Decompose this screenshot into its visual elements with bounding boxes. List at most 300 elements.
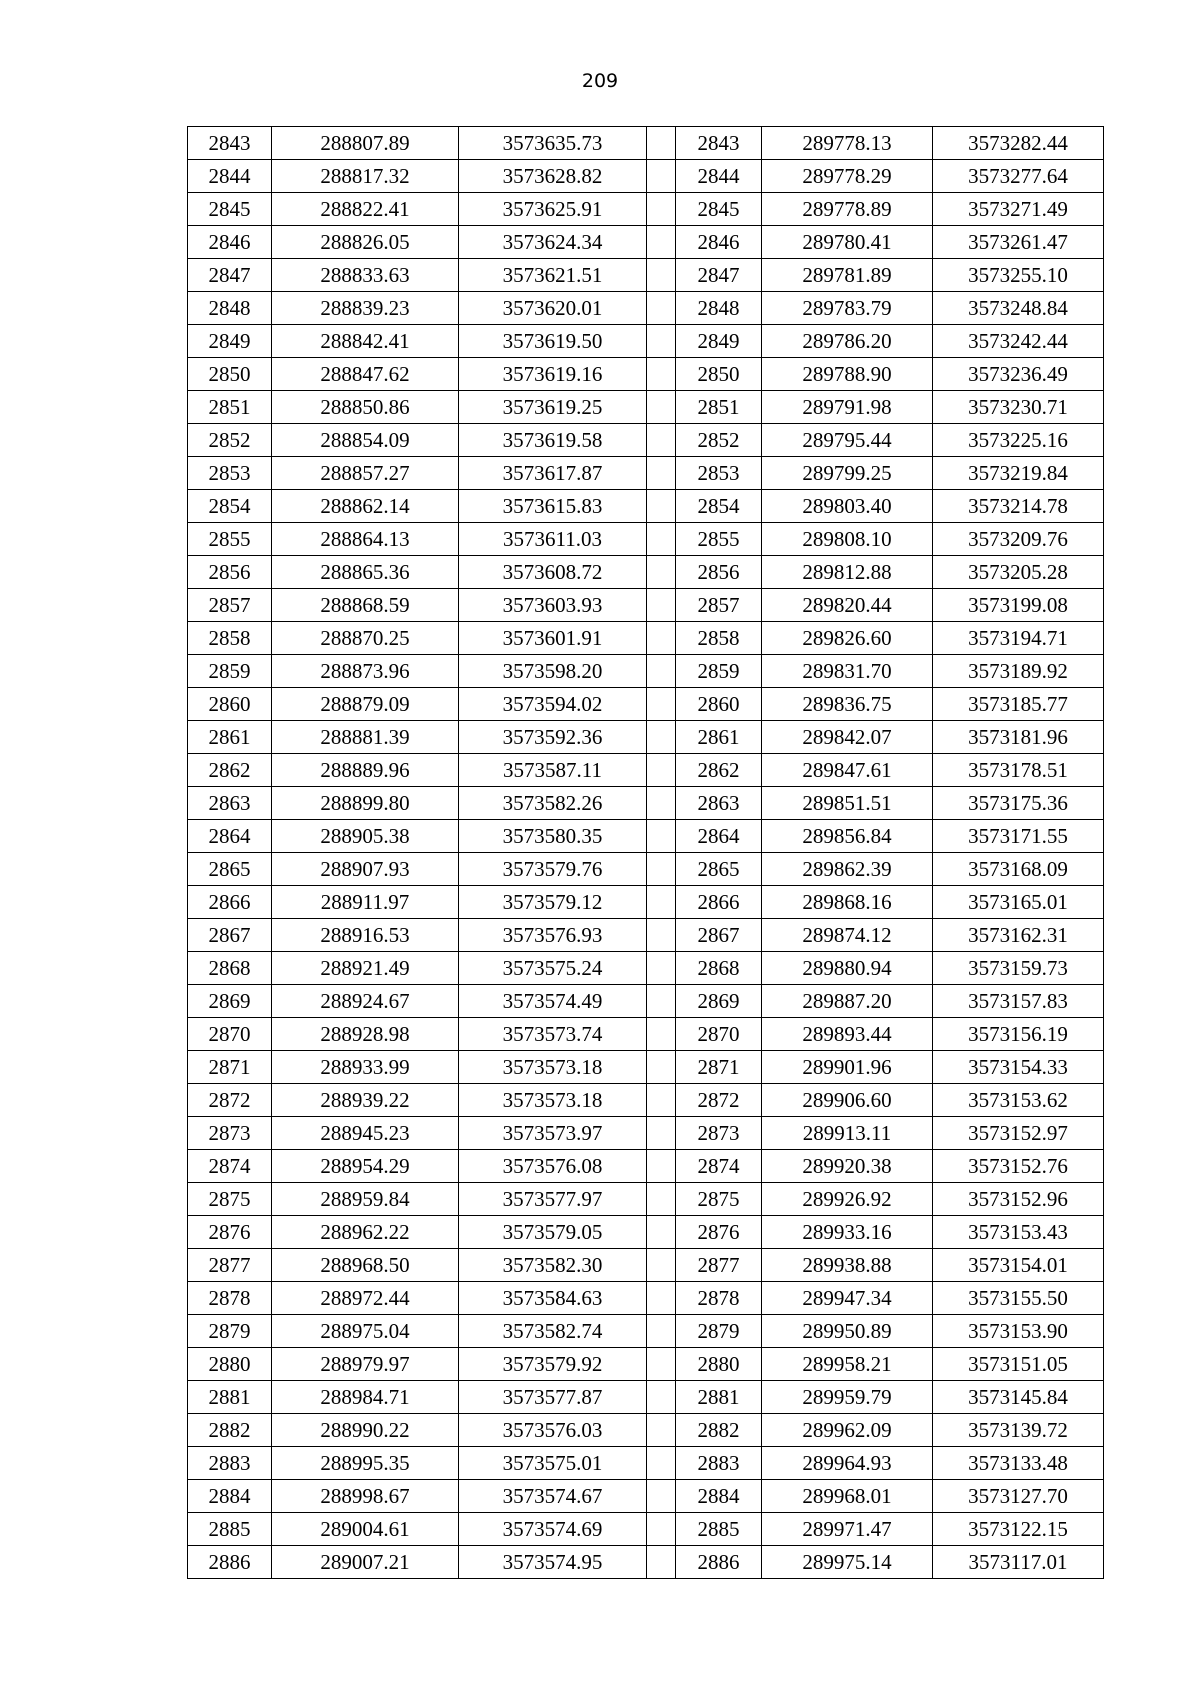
y-left-cell: 3573579.92 — [459, 1348, 647, 1381]
y-left-cell: 3573574.69 — [459, 1513, 647, 1546]
table-row — [188, 1249, 1104, 1282]
table-row — [188, 193, 1104, 226]
y-right-cell: 3573277.64 — [933, 160, 1104, 193]
y-right-cell: 3573271.49 — [933, 193, 1104, 226]
separator-cell — [647, 1282, 676, 1315]
x-right-cell: 289842.07 — [762, 721, 933, 754]
y-right-cell: 3573162.31 — [933, 919, 1104, 952]
y-left-cell: 3573582.74 — [459, 1315, 647, 1348]
point-id-left-cell: 2852 — [188, 424, 272, 457]
point-id-right-cell: 2865 — [676, 853, 762, 886]
point-id-left-cell: 2876 — [188, 1216, 272, 1249]
x-left-cell: 288921.49 — [272, 952, 459, 985]
y-left-cell: 3573575.01 — [459, 1447, 647, 1480]
x-left-cell: 288842.41 — [272, 325, 459, 358]
y-left-cell: 3573619.25 — [459, 391, 647, 424]
point-id-left-cell: 2863 — [188, 787, 272, 820]
x-left-cell: 288959.84 — [272, 1183, 459, 1216]
x-right-cell: 289959.79 — [762, 1381, 933, 1414]
x-right-cell: 289799.25 — [762, 457, 933, 490]
y-left-cell: 3573617.87 — [459, 457, 647, 490]
x-right-cell: 289826.60 — [762, 622, 933, 655]
table-row — [188, 820, 1104, 853]
separator-cell — [647, 1381, 676, 1414]
separator-cell — [647, 292, 676, 325]
y-left-cell: 3573592.36 — [459, 721, 647, 754]
table-row — [188, 358, 1104, 391]
y-left-cell: 3573635.73 — [459, 127, 647, 160]
y-right-cell: 3573175.36 — [933, 787, 1104, 820]
table-row — [188, 919, 1104, 952]
y-left-cell: 3573574.95 — [459, 1546, 647, 1579]
separator-cell — [647, 820, 676, 853]
y-left-cell: 3573579.76 — [459, 853, 647, 886]
y-left-cell: 3573576.03 — [459, 1414, 647, 1447]
y-left-cell: 3573611.03 — [459, 523, 647, 556]
table-row — [188, 1282, 1104, 1315]
table-row — [188, 523, 1104, 556]
point-id-right-cell: 2880 — [676, 1348, 762, 1381]
x-right-cell: 289971.47 — [762, 1513, 933, 1546]
page-number: 209 — [581, 70, 619, 92]
y-right-cell: 3573255.10 — [933, 259, 1104, 292]
separator-cell — [647, 1084, 676, 1117]
table-row — [188, 226, 1104, 259]
table-row — [188, 754, 1104, 787]
y-left-cell: 3573574.49 — [459, 985, 647, 1018]
table-row — [188, 688, 1104, 721]
point-id-right-cell: 2850 — [676, 358, 762, 391]
y-left-cell: 3573573.97 — [459, 1117, 647, 1150]
x-left-cell: 288847.62 — [272, 358, 459, 391]
table-row — [188, 985, 1104, 1018]
y-left-cell: 3573579.05 — [459, 1216, 647, 1249]
x-right-cell: 289868.16 — [762, 886, 933, 919]
separator-cell — [647, 1183, 676, 1216]
x-right-cell: 289856.84 — [762, 820, 933, 853]
x-right-cell: 289795.44 — [762, 424, 933, 457]
y-left-cell: 3573619.50 — [459, 325, 647, 358]
table-row — [188, 589, 1104, 622]
point-id-left-cell: 2882 — [188, 1414, 272, 1447]
table-row — [188, 952, 1104, 985]
y-left-cell: 3573621.51 — [459, 259, 647, 292]
y-left-cell: 3573601.91 — [459, 622, 647, 655]
point-id-left-cell: 2883 — [188, 1447, 272, 1480]
x-left-cell: 288907.93 — [272, 853, 459, 886]
coordinates-table — [187, 126, 1104, 1579]
x-right-cell: 289938.88 — [762, 1249, 933, 1282]
y-right-cell: 3573168.09 — [933, 853, 1104, 886]
y-right-cell: 3573152.76 — [933, 1150, 1104, 1183]
x-right-cell: 289836.75 — [762, 688, 933, 721]
x-right-cell: 289947.34 — [762, 1282, 933, 1315]
separator-cell — [647, 985, 676, 1018]
y-right-cell: 3573185.77 — [933, 688, 1104, 721]
point-id-left-cell: 2860 — [188, 688, 272, 721]
point-id-right-cell: 2884 — [676, 1480, 762, 1513]
separator-cell — [647, 391, 676, 424]
x-left-cell: 288862.14 — [272, 490, 459, 523]
y-left-cell: 3573584.63 — [459, 1282, 647, 1315]
point-id-left-cell: 2869 — [188, 985, 272, 1018]
x-left-cell: 288826.05 — [272, 226, 459, 259]
y-left-cell: 3573577.97 — [459, 1183, 647, 1216]
y-right-cell: 3573153.43 — [933, 1216, 1104, 1249]
separator-cell — [647, 1150, 676, 1183]
table-row — [188, 721, 1104, 754]
point-id-left-cell: 2851 — [188, 391, 272, 424]
point-id-right-cell: 2875 — [676, 1183, 762, 1216]
point-id-right-cell: 2849 — [676, 325, 762, 358]
separator-cell — [647, 556, 676, 589]
table-row — [188, 424, 1104, 457]
y-left-cell: 3573624.34 — [459, 226, 647, 259]
x-left-cell: 288990.22 — [272, 1414, 459, 1447]
point-id-left-cell: 2859 — [188, 655, 272, 688]
x-left-cell: 288889.96 — [272, 754, 459, 787]
separator-cell — [647, 688, 676, 721]
x-left-cell: 288822.41 — [272, 193, 459, 226]
point-id-left-cell: 2868 — [188, 952, 272, 985]
y-left-cell: 3573576.93 — [459, 919, 647, 952]
point-id-right-cell: 2871 — [676, 1051, 762, 1084]
y-left-cell: 3573573.18 — [459, 1084, 647, 1117]
y-right-cell: 3573159.73 — [933, 952, 1104, 985]
x-left-cell: 288879.09 — [272, 688, 459, 721]
x-left-cell: 288975.04 — [272, 1315, 459, 1348]
separator-cell — [647, 1447, 676, 1480]
x-left-cell: 288839.23 — [272, 292, 459, 325]
x-right-cell: 289880.94 — [762, 952, 933, 985]
table-row — [188, 127, 1104, 160]
separator-cell — [647, 1348, 676, 1381]
x-right-cell: 289920.38 — [762, 1150, 933, 1183]
x-left-cell: 288962.22 — [272, 1216, 459, 1249]
y-left-cell: 3573598.20 — [459, 655, 647, 688]
y-left-cell: 3573573.18 — [459, 1051, 647, 1084]
separator-cell — [647, 1117, 676, 1150]
x-left-cell: 288865.36 — [272, 556, 459, 589]
table-row — [188, 1381, 1104, 1414]
point-id-right-cell: 2879 — [676, 1315, 762, 1348]
table-row — [188, 1414, 1104, 1447]
y-right-cell: 3573236.49 — [933, 358, 1104, 391]
x-left-cell: 288968.50 — [272, 1249, 459, 1282]
y-right-cell: 3573151.05 — [933, 1348, 1104, 1381]
table-row — [188, 1117, 1104, 1150]
y-right-cell: 3573282.44 — [933, 127, 1104, 160]
y-left-cell: 3573587.11 — [459, 754, 647, 787]
table-row — [188, 787, 1104, 820]
point-id-left-cell: 2846 — [188, 226, 272, 259]
y-right-cell: 3573122.15 — [933, 1513, 1104, 1546]
point-id-right-cell: 2870 — [676, 1018, 762, 1051]
separator-cell — [647, 160, 676, 193]
point-id-right-cell: 2857 — [676, 589, 762, 622]
point-id-right-cell: 2869 — [676, 985, 762, 1018]
x-left-cell: 288924.67 — [272, 985, 459, 1018]
x-right-cell: 289862.39 — [762, 853, 933, 886]
y-right-cell: 3573152.97 — [933, 1117, 1104, 1150]
x-right-cell: 289887.20 — [762, 985, 933, 1018]
separator-cell — [647, 358, 676, 391]
x-left-cell: 288954.29 — [272, 1150, 459, 1183]
separator-cell — [647, 424, 676, 457]
x-right-cell: 289786.20 — [762, 325, 933, 358]
table-row — [188, 457, 1104, 490]
y-left-cell: 3573582.26 — [459, 787, 647, 820]
separator-cell — [647, 226, 676, 259]
separator-cell — [647, 1315, 676, 1348]
table-row — [188, 259, 1104, 292]
table-row — [188, 1480, 1104, 1513]
x-right-cell: 289906.60 — [762, 1084, 933, 1117]
point-id-right-cell: 2854 — [676, 490, 762, 523]
table-row — [188, 1216, 1104, 1249]
x-left-cell: 288979.97 — [272, 1348, 459, 1381]
x-right-cell: 289778.29 — [762, 160, 933, 193]
y-right-cell: 3573214.78 — [933, 490, 1104, 523]
point-id-left-cell: 2880 — [188, 1348, 272, 1381]
y-right-cell: 3573139.72 — [933, 1414, 1104, 1447]
x-left-cell: 288857.27 — [272, 457, 459, 490]
x-left-cell: 288870.25 — [272, 622, 459, 655]
x-right-cell: 289781.89 — [762, 259, 933, 292]
separator-cell — [647, 853, 676, 886]
y-left-cell: 3573628.82 — [459, 160, 647, 193]
point-id-left-cell: 2878 — [188, 1282, 272, 1315]
y-right-cell: 3573156.19 — [933, 1018, 1104, 1051]
y-right-cell: 3573117.01 — [933, 1546, 1104, 1579]
x-right-cell: 289831.70 — [762, 655, 933, 688]
point-id-left-cell: 2849 — [188, 325, 272, 358]
point-id-right-cell: 2882 — [676, 1414, 762, 1447]
x-left-cell: 288905.38 — [272, 820, 459, 853]
x-left-cell: 288995.35 — [272, 1447, 459, 1480]
x-left-cell: 288817.32 — [272, 160, 459, 193]
table-row — [188, 1447, 1104, 1480]
x-right-cell: 289788.90 — [762, 358, 933, 391]
x-right-cell: 289901.96 — [762, 1051, 933, 1084]
point-id-right-cell: 2859 — [676, 655, 762, 688]
point-id-right-cell: 2881 — [676, 1381, 762, 1414]
y-left-cell: 3573582.30 — [459, 1249, 647, 1282]
point-id-right-cell: 2847 — [676, 259, 762, 292]
x-right-cell: 289874.12 — [762, 919, 933, 952]
point-id-right-cell: 2856 — [676, 556, 762, 589]
point-id-left-cell: 2866 — [188, 886, 272, 919]
x-right-cell: 289964.93 — [762, 1447, 933, 1480]
point-id-right-cell: 2846 — [676, 226, 762, 259]
x-left-cell: 288972.44 — [272, 1282, 459, 1315]
y-right-cell: 3573209.76 — [933, 523, 1104, 556]
point-id-left-cell: 2885 — [188, 1513, 272, 1546]
y-left-cell: 3573603.93 — [459, 589, 647, 622]
y-right-cell: 3573127.70 — [933, 1480, 1104, 1513]
point-id-right-cell: 2873 — [676, 1117, 762, 1150]
x-left-cell: 288945.23 — [272, 1117, 459, 1150]
x-right-cell: 289926.92 — [762, 1183, 933, 1216]
x-left-cell: 288868.59 — [272, 589, 459, 622]
separator-cell — [647, 1249, 676, 1282]
y-right-cell: 3573242.44 — [933, 325, 1104, 358]
x-left-cell: 288928.98 — [272, 1018, 459, 1051]
x-right-cell: 289791.98 — [762, 391, 933, 424]
x-right-cell: 289962.09 — [762, 1414, 933, 1447]
separator-cell — [647, 787, 676, 820]
table-row — [188, 292, 1104, 325]
x-left-cell: 288833.63 — [272, 259, 459, 292]
separator-cell — [647, 523, 676, 556]
x-left-cell: 288899.80 — [272, 787, 459, 820]
x-right-cell: 289778.13 — [762, 127, 933, 160]
point-id-left-cell: 2862 — [188, 754, 272, 787]
point-id-left-cell: 2867 — [188, 919, 272, 952]
x-right-cell: 289933.16 — [762, 1216, 933, 1249]
point-id-left-cell: 2886 — [188, 1546, 272, 1579]
y-left-cell: 3573594.02 — [459, 688, 647, 721]
point-id-left-cell: 2845 — [188, 193, 272, 226]
y-left-cell: 3573625.91 — [459, 193, 647, 226]
separator-cell — [647, 1480, 676, 1513]
y-right-cell: 3573153.90 — [933, 1315, 1104, 1348]
y-right-cell: 3573178.51 — [933, 754, 1104, 787]
point-id-right-cell: 2876 — [676, 1216, 762, 1249]
y-right-cell: 3573205.28 — [933, 556, 1104, 589]
x-left-cell: 288998.67 — [272, 1480, 459, 1513]
separator-cell — [647, 490, 676, 523]
point-id-left-cell: 2850 — [188, 358, 272, 391]
point-id-right-cell: 2877 — [676, 1249, 762, 1282]
point-id-right-cell: 2851 — [676, 391, 762, 424]
table-row — [188, 1315, 1104, 1348]
point-id-right-cell: 2864 — [676, 820, 762, 853]
y-left-cell: 3573620.01 — [459, 292, 647, 325]
y-right-cell: 3573225.16 — [933, 424, 1104, 457]
x-right-cell: 289847.61 — [762, 754, 933, 787]
point-id-left-cell: 2872 — [188, 1084, 272, 1117]
point-id-right-cell: 2848 — [676, 292, 762, 325]
x-left-cell: 288939.22 — [272, 1084, 459, 1117]
y-right-cell: 3573145.84 — [933, 1381, 1104, 1414]
x-left-cell: 288933.99 — [272, 1051, 459, 1084]
separator-cell — [647, 457, 676, 490]
x-left-cell: 289007.21 — [272, 1546, 459, 1579]
x-right-cell: 289803.40 — [762, 490, 933, 523]
y-right-cell: 3573152.96 — [933, 1183, 1104, 1216]
point-id-left-cell: 2871 — [188, 1051, 272, 1084]
point-id-right-cell: 2878 — [676, 1282, 762, 1315]
separator-cell — [647, 721, 676, 754]
point-id-left-cell: 2853 — [188, 457, 272, 490]
point-id-left-cell: 2847 — [188, 259, 272, 292]
point-id-left-cell: 2870 — [188, 1018, 272, 1051]
separator-cell — [647, 754, 676, 787]
y-left-cell: 3573615.83 — [459, 490, 647, 523]
y-right-cell: 3573219.84 — [933, 457, 1104, 490]
point-id-right-cell: 2852 — [676, 424, 762, 457]
y-right-cell: 3573165.01 — [933, 886, 1104, 919]
point-id-right-cell: 2867 — [676, 919, 762, 952]
x-right-cell: 289820.44 — [762, 589, 933, 622]
point-id-left-cell: 2865 — [188, 853, 272, 886]
point-id-left-cell: 2861 — [188, 721, 272, 754]
x-right-cell: 289812.88 — [762, 556, 933, 589]
x-left-cell: 288807.89 — [272, 127, 459, 160]
y-right-cell: 3573133.48 — [933, 1447, 1104, 1480]
x-left-cell: 288850.86 — [272, 391, 459, 424]
separator-cell — [647, 1051, 676, 1084]
x-left-cell: 288854.09 — [272, 424, 459, 457]
point-id-right-cell: 2844 — [676, 160, 762, 193]
point-id-right-cell: 2868 — [676, 952, 762, 985]
x-right-cell: 289950.89 — [762, 1315, 933, 1348]
y-right-cell: 3573171.55 — [933, 820, 1104, 853]
x-right-cell: 289808.10 — [762, 523, 933, 556]
point-id-left-cell: 2858 — [188, 622, 272, 655]
y-left-cell: 3573579.12 — [459, 886, 647, 919]
y-left-cell: 3573574.67 — [459, 1480, 647, 1513]
x-left-cell: 288916.53 — [272, 919, 459, 952]
y-left-cell: 3573580.35 — [459, 820, 647, 853]
table-row — [188, 391, 1104, 424]
separator-cell — [647, 886, 676, 919]
x-left-cell: 288881.39 — [272, 721, 459, 754]
x-left-cell: 288864.13 — [272, 523, 459, 556]
point-id-right-cell: 2843 — [676, 127, 762, 160]
y-right-cell: 3573181.96 — [933, 721, 1104, 754]
y-left-cell: 3573575.24 — [459, 952, 647, 985]
x-right-cell: 289913.11 — [762, 1117, 933, 1150]
x-left-cell: 289004.61 — [272, 1513, 459, 1546]
x-right-cell: 289780.41 — [762, 226, 933, 259]
point-id-right-cell: 2863 — [676, 787, 762, 820]
coordinates-table-body — [188, 127, 1104, 1579]
point-id-left-cell: 2879 — [188, 1315, 272, 1348]
point-id-left-cell: 2856 — [188, 556, 272, 589]
separator-cell — [647, 193, 676, 226]
table-row — [188, 325, 1104, 358]
point-id-right-cell: 2872 — [676, 1084, 762, 1117]
y-left-cell: 3573576.08 — [459, 1150, 647, 1183]
separator-cell — [647, 589, 676, 622]
table-row — [188, 1084, 1104, 1117]
point-id-left-cell: 2875 — [188, 1183, 272, 1216]
point-id-right-cell: 2855 — [676, 523, 762, 556]
y-right-cell: 3573194.71 — [933, 622, 1104, 655]
x-left-cell: 288873.96 — [272, 655, 459, 688]
point-id-right-cell: 2861 — [676, 721, 762, 754]
separator-cell — [647, 1513, 676, 1546]
separator-cell — [647, 325, 676, 358]
point-id-right-cell: 2862 — [676, 754, 762, 787]
x-right-cell: 289851.51 — [762, 787, 933, 820]
x-right-cell: 289893.44 — [762, 1018, 933, 1051]
y-right-cell: 3573157.83 — [933, 985, 1104, 1018]
point-id-left-cell: 2877 — [188, 1249, 272, 1282]
table-row — [188, 1183, 1104, 1216]
separator-cell — [647, 1216, 676, 1249]
table-row — [188, 1051, 1104, 1084]
y-left-cell: 3573608.72 — [459, 556, 647, 589]
point-id-right-cell: 2853 — [676, 457, 762, 490]
y-right-cell: 3573248.84 — [933, 292, 1104, 325]
separator-cell — [647, 259, 676, 292]
point-id-left-cell: 2857 — [188, 589, 272, 622]
table-row — [188, 556, 1104, 589]
x-left-cell: 288984.71 — [272, 1381, 459, 1414]
